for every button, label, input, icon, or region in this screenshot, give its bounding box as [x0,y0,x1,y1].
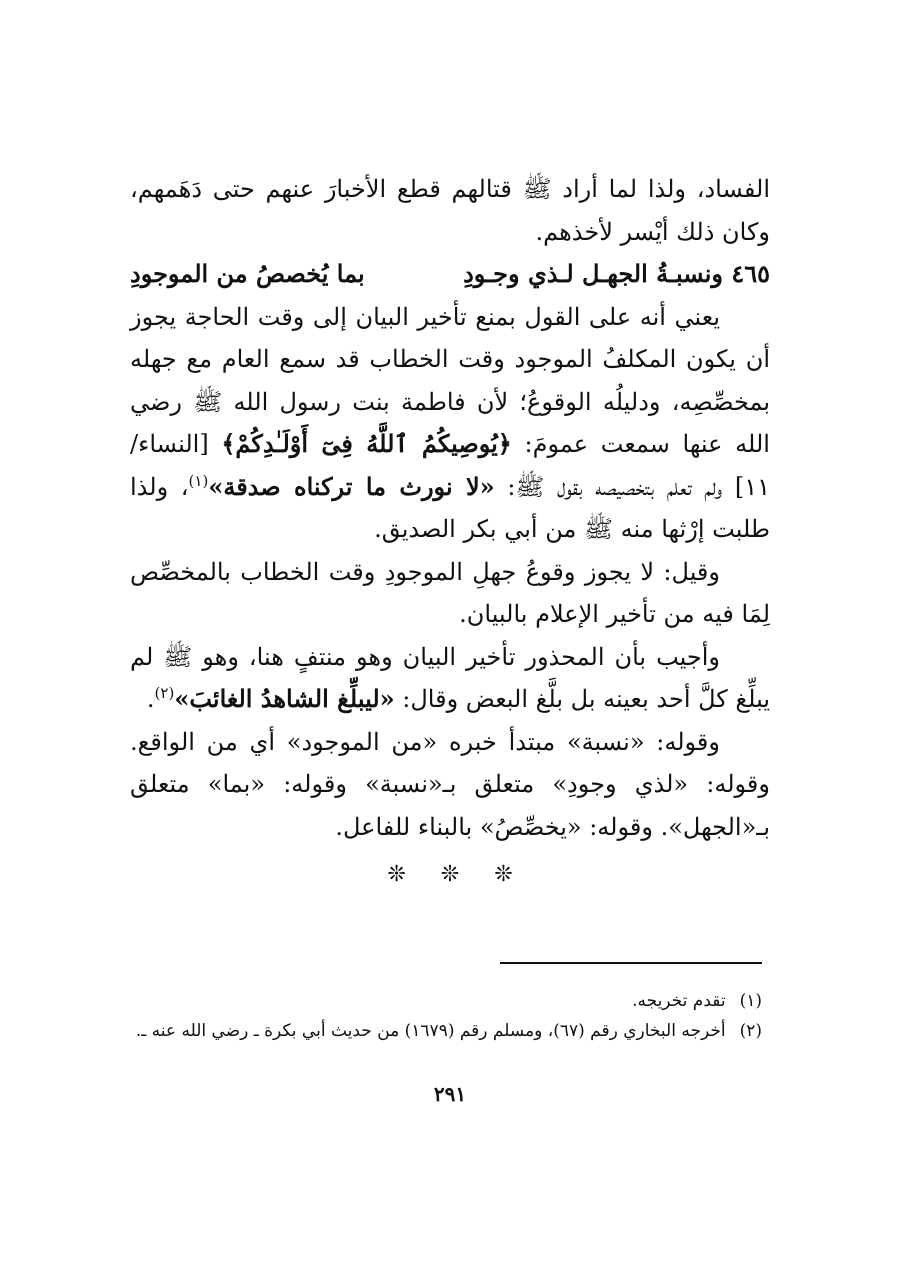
footnotes [130,986,762,1046]
quran-verse: ﴿يُوصِيكُمُ ٱللَّهُ فِىٓ أَوْلَـٰدِكُمْ﴾ [221,429,512,458]
paragraph-5: وقوله: «نسبة» مبتدأ خبره «من الموجود» أي من الواقع. وقوله: «لذي وجودِ» متعلق بـ«نسبة» وقوله: «بما» متعلق بـ«الجهل». وقوله: «يخصِّصُ» بالبناء للفاعل. [130,727,770,841]
hadith-quote-1: «لا نورث ما تركناه صدقة» [208,471,495,501]
footnote-text: تقدم تخريجه. [632,991,726,1011]
verse-hemistich-2: بما يُخصصُ من الموجودِ [130,259,365,288]
star-icon: ❊ [494,862,513,887]
footnote-text: أخرجه البخاري رقم (٦٧)، ومسلم رقم (١٦٧٩) من حديث أبي بكرة ـ رضي الله عنه ـ. [135,1021,726,1041]
footnote-number: (١) [739,991,762,1011]
paragraph-3: وقيل: لا يجوز وقوعُ جهلِ الموجودِ وقت الخطاب بالمخصِّص لِمَا فيه من تأخير الإعلام بالبيان. [130,557,770,628]
paragraph-2-text-c: ، ولذا طلبت إرْثها منه ﷺ من أبي بكر الصديق. [130,472,770,543]
verse-hemistich-1: ونسبـةُ الجهـل لـذي وجـودِ [463,259,723,288]
quran-reference: [النساء/ ١١] [130,430,770,501]
footnote-rule [500,962,762,964]
paragraph-2-text-b: ولم تعلم بتخصيصه بقول ﷺ: [507,472,723,501]
footnote-1 [130,986,762,1016]
footnote-number: (٢) [739,1021,762,1041]
section-divider [130,862,770,887]
page-number: ٢٩١ [433,1082,467,1106]
footnote-ref-1[interactable]: (١) [188,471,209,490]
hadith-quote-2: «ليبلِّغ الشاهدُ الغائبَ» [174,684,395,713]
main-text [130,168,770,848]
verse-number: ٤٦٥ [731,259,770,288]
paragraph-1: الفساد، ولذا لما أراد ﷺ قتالهم قطع الأخبارَ عنهم حتى دَهَمهم، وكان ذلك أيْسر لأخذهم. [130,175,770,246]
footnote-2 [130,1016,762,1046]
paragraph-4-text-a: وأجيب بأن المحذور تأخير البيان وهو منتفٍ هنا، وهو ﷺ لم يبلِّغ كلَّ أحد بعينه بل بلَّغ البعض وقال: [130,642,770,713]
paragraph-4 [130,636,770,721]
paragraph-4-text-b: . [146,685,155,713]
verse-line [130,253,770,296]
paragraph-2 [130,296,770,551]
star-icon: ❊ [440,862,460,887]
paragraph-2-text-a: يعني أنه على القول بمنع تأخير البيان إلى وقت الحاجة يجوز أن يكون المكلفُ الموجود وقت الخطاب قد سمع العام مع جهله بمخصِّصِه، ودليلُه الوقوعُ؛ لأن فاطمة بنت رسول الله ﷺ رضي الله عنها سمعت عمومَ: [130,302,770,458]
star-icon: ❊ [387,862,406,887]
footnote-ref-2[interactable]: (٢) [154,684,175,702]
